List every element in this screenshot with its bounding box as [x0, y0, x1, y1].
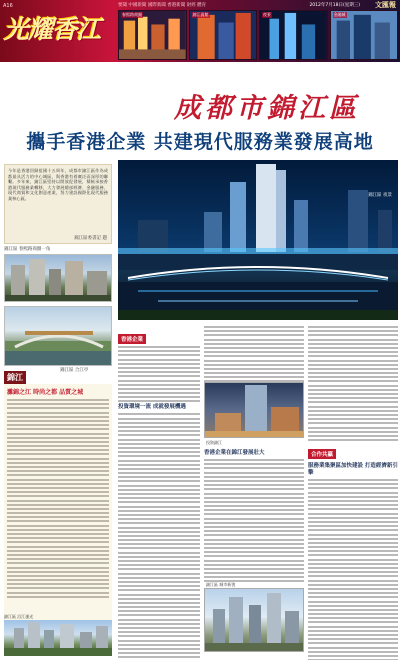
- masthead: [0, 0, 400, 62]
- page-headline: 攜手香港企業 共建現代服務業發展高地: [26, 131, 374, 153]
- masthead-photo: [189, 10, 258, 60]
- masthead-photo: [330, 10, 399, 60]
- article-text: [118, 346, 200, 402]
- photo-caption: 錦江區 沿江風光: [4, 614, 34, 619]
- column-subhead: 香港企業在錦江發展壯大: [204, 450, 265, 456]
- masthead-photo-strip: [118, 10, 398, 60]
- hero-caption: 錦江區 夜景: [368, 193, 392, 198]
- intro-text: 今年是香港回歸祖國十五周年，成都市錦江區作為成都最具活力的中心城區，與香港有着廣泛而深厚的聯繫。多年來，錦江區堅持以開放促發展，積極承接香港現代服務業轉移，大力發展總部經濟、金融服務、現代商貿和文化創意產業，努力建設國際化現代服務業核心區。: [8, 168, 108, 201]
- article-column-2: [204, 326, 304, 387]
- section-nav[interactable]: 要聞 中國新聞 國際新聞 香港新聞 財經 體育: [118, 3, 207, 8]
- photo-caption: 錦江區 春熙路商圈一角: [4, 247, 51, 252]
- article-text: [308, 479, 398, 660]
- photo-caption: 錦江區 城市新貌: [206, 582, 236, 587]
- left-article-subhead: 灘錦之江 時尚之都 品質之城: [7, 389, 84, 396]
- article-text: [204, 459, 304, 582]
- article-text: [204, 326, 304, 387]
- hero-photo: [118, 160, 398, 320]
- article-column-3: [308, 326, 398, 660]
- page-code: A16: [3, 3, 13, 9]
- intro-sign: 錦江區委書記 題: [74, 236, 107, 241]
- riverside-photo: [4, 620, 112, 656]
- article-text: [118, 413, 200, 660]
- photo-caption: 錦江區 合江亭: [60, 368, 89, 373]
- article-text: [308, 326, 398, 441]
- photo-caption: 投資錦江: [206, 440, 222, 445]
- kicker-title: 成都市錦江區: [174, 93, 360, 124]
- photo-caption: 金融城: [333, 12, 346, 17]
- column-subhead: 服務業集聚區加快建設 打造經濟新引擎: [308, 463, 398, 477]
- article-text: [7, 399, 109, 598]
- photo-caption: 錦江賓館: [192, 12, 209, 17]
- section-logo: [4, 10, 112, 58]
- photo-caption: 夜景: [263, 12, 271, 17]
- logo-text: 光耀香江: [4, 15, 101, 44]
- section-tag: 香港企業: [118, 334, 146, 344]
- bridge-photo: [4, 306, 112, 366]
- city-photo: [204, 588, 304, 652]
- article-column-1: [118, 326, 200, 660]
- intro-box: [4, 164, 112, 244]
- street-photo: [4, 254, 112, 302]
- masthead-photo: [259, 10, 328, 60]
- section-label: 錦江: [4, 371, 26, 384]
- column-subhead: 投資環境一流 成就發展機遇: [118, 404, 186, 411]
- photo-caption: 春熙路商圈: [122, 12, 142, 17]
- masthead-photo: [118, 10, 187, 60]
- section-tag: 合作共贏: [308, 449, 336, 459]
- article-column-2b: [204, 448, 304, 582]
- building-photo: [204, 382, 304, 438]
- left-article: [4, 384, 112, 620]
- paper-name: 文匯報: [375, 0, 396, 9]
- dateline: 2012年7月18日(星期三): [309, 3, 360, 8]
